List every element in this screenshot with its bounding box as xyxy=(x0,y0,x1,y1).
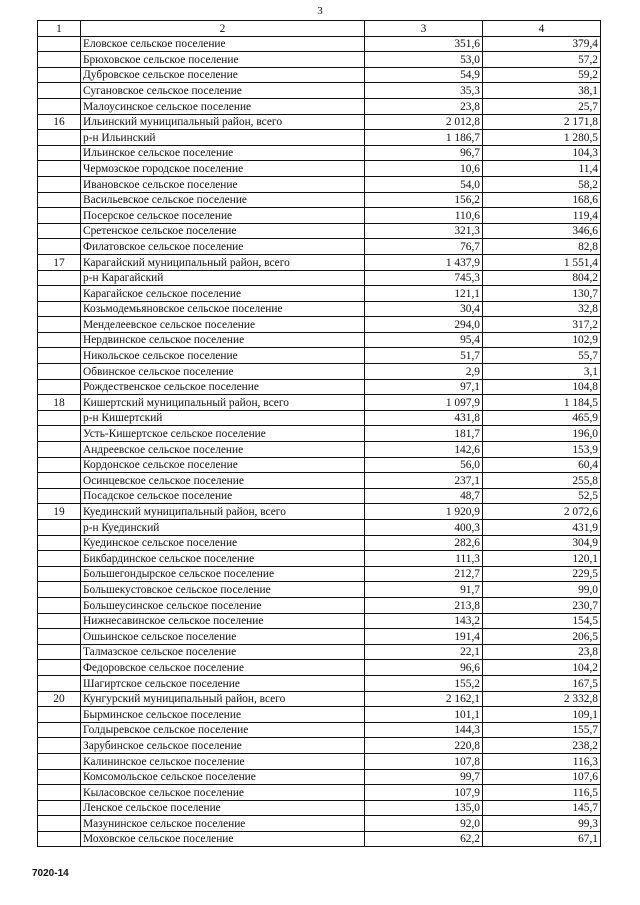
row-value-col3-cell: 220,8 xyxy=(365,738,483,754)
row-value-col3-cell: 1 186,7 xyxy=(365,130,483,146)
row-value-col4-cell: 3,1 xyxy=(483,364,601,380)
row-name-cell: Кордонское сельское поселение xyxy=(81,457,365,473)
row-value-col3-cell: 23,8 xyxy=(365,98,483,114)
row-value-col3-cell: 22,1 xyxy=(365,644,483,660)
row-value-col3-cell: 97,1 xyxy=(365,379,483,395)
page-number: 3 xyxy=(317,5,323,17)
row-name-cell: Голдыревское сельское поселение xyxy=(81,722,365,738)
row-value-col3-cell: 191,4 xyxy=(365,629,483,645)
row-name-cell: Посадское сельское поселение xyxy=(81,488,365,504)
row-number-cell xyxy=(38,317,81,333)
row-value-col4-cell: 55,7 xyxy=(483,348,601,364)
row-number-cell xyxy=(38,582,81,598)
row-value-col3-cell: 142,6 xyxy=(365,442,483,458)
table-row xyxy=(38,707,601,723)
row-number-cell xyxy=(38,176,81,192)
table-row xyxy=(38,426,601,442)
row-value-col4-cell: 104,8 xyxy=(483,379,601,395)
row-number-cell xyxy=(38,223,81,239)
row-value-col3-cell: 400,3 xyxy=(365,520,483,536)
row-number-cell xyxy=(38,52,81,68)
row-value-col3-cell: 745,3 xyxy=(365,270,483,286)
row-number-cell xyxy=(38,597,81,613)
row-value-col3-cell: 212,7 xyxy=(365,566,483,582)
table-body xyxy=(38,21,601,847)
row-value-col4-cell: 104,2 xyxy=(483,660,601,676)
row-name-cell: Шагиртское сельское поселение xyxy=(81,675,365,691)
table-row xyxy=(38,753,601,769)
row-name-cell: Обвинское сельское поселение xyxy=(81,364,365,380)
table-row xyxy=(38,286,601,302)
table-row xyxy=(38,192,601,208)
row-value-col3-cell: 92,0 xyxy=(365,816,483,832)
row-number-cell xyxy=(38,644,81,660)
row-name-cell: Васильевское сельское поселение xyxy=(81,192,365,208)
header-col-3: 3 xyxy=(365,21,483,37)
row-name-cell: Еловское сельское поселение xyxy=(81,36,365,52)
row-value-col4-cell: 196,0 xyxy=(483,426,601,442)
row-number-cell xyxy=(38,36,81,52)
row-name-cell: Бырминское сельское поселение xyxy=(81,707,365,723)
row-value-col4-cell: 38,1 xyxy=(483,83,601,99)
row-value-col3-cell: 1 437,9 xyxy=(365,254,483,270)
row-name-cell: Талмазское сельское поселение xyxy=(81,644,365,660)
row-value-col3-cell: 107,8 xyxy=(365,753,483,769)
row-value-col3-cell: 294,0 xyxy=(365,317,483,333)
row-value-col3-cell: 54,9 xyxy=(365,67,483,83)
row-value-col3-cell: 76,7 xyxy=(365,239,483,255)
row-value-col4-cell: 58,2 xyxy=(483,176,601,192)
table-row xyxy=(38,176,601,192)
row-value-col4-cell: 102,9 xyxy=(483,332,601,348)
row-value-col4-cell: 11,4 xyxy=(483,161,601,177)
row-number-cell xyxy=(38,457,81,473)
table-row xyxy=(38,738,601,754)
row-number-cell xyxy=(38,67,81,83)
table-row xyxy=(38,473,601,489)
table-row xyxy=(38,457,601,473)
row-value-col4-cell: 167,5 xyxy=(483,675,601,691)
row-name-cell: Большегондырское сельское поселение xyxy=(81,566,365,582)
row-name-cell: Рождественское сельское поселение xyxy=(81,379,365,395)
table-row xyxy=(38,800,601,816)
table-row xyxy=(38,644,601,660)
row-value-col3-cell: 51,7 xyxy=(365,348,483,364)
row-value-col4-cell: 153,9 xyxy=(483,442,601,458)
row-value-col3-cell: 181,7 xyxy=(365,426,483,442)
row-number-cell xyxy=(38,707,81,723)
table-row xyxy=(38,239,601,255)
table-row xyxy=(38,130,601,146)
row-number-cell xyxy=(38,551,81,567)
table-row xyxy=(38,36,601,52)
row-name-cell: Кишертский муниципальный район, всего xyxy=(81,395,365,411)
table-row xyxy=(38,254,601,270)
row-number-cell xyxy=(38,535,81,551)
row-value-col4-cell: 229,5 xyxy=(483,566,601,582)
row-number-cell xyxy=(38,410,81,426)
row-value-col4-cell: 465,9 xyxy=(483,410,601,426)
row-value-col4-cell: 1 551,4 xyxy=(483,254,601,270)
row-value-col4-cell: 60,4 xyxy=(483,457,601,473)
table-row xyxy=(38,613,601,629)
row-value-col4-cell: 104,3 xyxy=(483,145,601,161)
row-number-cell xyxy=(38,426,81,442)
row-name-cell: Филатовское сельское поселение xyxy=(81,239,365,255)
header-col-1: 1 xyxy=(38,21,81,37)
row-value-col4-cell: 116,5 xyxy=(483,785,601,801)
table-row xyxy=(38,722,601,738)
row-number-cell xyxy=(38,816,81,832)
row-value-col4-cell: 109,1 xyxy=(483,707,601,723)
row-number-cell xyxy=(38,738,81,754)
row-value-col4-cell: 379,4 xyxy=(483,36,601,52)
row-value-col4-cell: 116,3 xyxy=(483,753,601,769)
row-number-cell: 17 xyxy=(38,254,81,270)
row-number-cell xyxy=(38,379,81,395)
row-name-cell: Зарубинское сельское поселение xyxy=(81,738,365,754)
document-code: 7020-14 xyxy=(32,868,69,879)
table-row xyxy=(38,785,601,801)
row-name-cell: Осинцевское сельское поселение xyxy=(81,473,365,489)
table-row xyxy=(38,629,601,645)
row-number-cell xyxy=(38,332,81,348)
table-row xyxy=(38,379,601,395)
row-number-cell xyxy=(38,364,81,380)
row-name-cell: Большекустовское сельское поселение xyxy=(81,582,365,598)
table-row xyxy=(38,488,601,504)
header-col-2: 2 xyxy=(81,21,365,37)
row-value-col3-cell: 91,7 xyxy=(365,582,483,598)
row-name-cell: Чермозское городское поселение xyxy=(81,161,365,177)
row-value-col3-cell: 56,0 xyxy=(365,457,483,473)
table-row xyxy=(38,535,601,551)
table-row xyxy=(38,831,601,847)
row-number-cell: 16 xyxy=(38,114,81,130)
header-col-4: 4 xyxy=(483,21,601,37)
row-value-col4-cell: 317,2 xyxy=(483,317,601,333)
row-name-cell: Менделеевское сельское поселение xyxy=(81,317,365,333)
row-name-cell: Брюховское сельское поселение xyxy=(81,52,365,68)
row-value-col3-cell: 111,3 xyxy=(365,551,483,567)
row-name-cell: Ленское сельское поселение xyxy=(81,800,365,816)
row-name-cell: Дубровское сельское поселение xyxy=(81,67,365,83)
row-name-cell: Козьмодемьяновское сельское поселение xyxy=(81,301,365,317)
table-row xyxy=(38,675,601,691)
row-name-cell: Усть-Кишертское сельское поселение xyxy=(81,426,365,442)
row-name-cell: Мазунинское сельское поселение xyxy=(81,816,365,832)
row-value-col3-cell: 282,6 xyxy=(365,535,483,551)
row-value-col4-cell: 2 332,8 xyxy=(483,691,601,707)
row-value-col3-cell: 48,7 xyxy=(365,488,483,504)
table-row xyxy=(38,52,601,68)
row-number-cell xyxy=(38,613,81,629)
table-row xyxy=(38,317,601,333)
row-name-cell: Малоусинское сельское поселение xyxy=(81,98,365,114)
table-row xyxy=(38,161,601,177)
row-value-col4-cell: 230,7 xyxy=(483,597,601,613)
row-name-cell: р-н Ильинский xyxy=(81,130,365,146)
table-row xyxy=(38,67,601,83)
row-value-col4-cell: 304,9 xyxy=(483,535,601,551)
table-row xyxy=(38,98,601,114)
row-number-cell xyxy=(38,722,81,738)
row-name-cell: р-н Кишертский xyxy=(81,410,365,426)
row-name-cell: р-н Карагайский xyxy=(81,270,365,286)
row-number-cell xyxy=(38,629,81,645)
row-value-col4-cell: 155,7 xyxy=(483,722,601,738)
row-value-col3-cell: 237,1 xyxy=(365,473,483,489)
row-name-cell: Ошьинское сельское поселение xyxy=(81,629,365,645)
row-name-cell: Куединский муниципальный район, всего xyxy=(81,504,365,520)
budget-table xyxy=(37,20,601,847)
row-name-cell: Моховское сельское поселение xyxy=(81,831,365,847)
table-row xyxy=(38,520,601,536)
row-value-col3-cell: 156,2 xyxy=(365,192,483,208)
row-value-col3-cell: 35,3 xyxy=(365,83,483,99)
row-value-col3-cell: 96,7 xyxy=(365,145,483,161)
row-number-cell xyxy=(38,270,81,286)
row-name-cell: Калининское сельское поселение xyxy=(81,753,365,769)
row-value-col3-cell: 143,2 xyxy=(365,613,483,629)
row-number-cell xyxy=(38,239,81,255)
row-value-col4-cell: 59,2 xyxy=(483,67,601,83)
row-number-cell xyxy=(38,145,81,161)
row-value-col4-cell: 23,8 xyxy=(483,644,601,660)
row-name-cell: Бикбардинское сельское поселение xyxy=(81,551,365,567)
row-name-cell: Ильинский муниципальный район, всего xyxy=(81,114,365,130)
row-name-cell: р-н Куединский xyxy=(81,520,365,536)
row-value-col3-cell: 110,6 xyxy=(365,208,483,224)
row-name-cell: Федоровское сельское поселение xyxy=(81,660,365,676)
row-value-col4-cell: 57,2 xyxy=(483,52,601,68)
row-name-cell: Карагайское сельское поселение xyxy=(81,286,365,302)
row-number-cell xyxy=(38,286,81,302)
row-number-cell xyxy=(38,130,81,146)
row-name-cell: Кыласовское сельское поселение xyxy=(81,785,365,801)
row-number-cell xyxy=(38,520,81,536)
table-row xyxy=(38,691,601,707)
row-number-cell xyxy=(38,800,81,816)
table-header-row xyxy=(38,21,601,37)
row-number-cell xyxy=(38,831,81,847)
row-name-cell: Ильинское сельское поселение xyxy=(81,145,365,161)
table-row xyxy=(38,660,601,676)
row-name-cell: Посерское сельское поселение xyxy=(81,208,365,224)
row-name-cell: Нижнесавинское сельское поселение xyxy=(81,613,365,629)
row-value-col4-cell: 119,4 xyxy=(483,208,601,224)
row-number-cell xyxy=(38,192,81,208)
row-value-col4-cell: 154,5 xyxy=(483,613,601,629)
row-number-cell xyxy=(38,488,81,504)
table-row xyxy=(38,223,601,239)
row-value-col3-cell: 121,1 xyxy=(365,286,483,302)
row-value-col4-cell: 431,9 xyxy=(483,520,601,536)
row-number-cell: 18 xyxy=(38,395,81,411)
row-name-cell: Комсомольское сельское поселение xyxy=(81,769,365,785)
row-name-cell: Большеусинское сельское поселение xyxy=(81,597,365,613)
row-number-cell: 19 xyxy=(38,504,81,520)
row-value-col3-cell: 2 012,8 xyxy=(365,114,483,130)
row-value-col4-cell: 145,7 xyxy=(483,800,601,816)
row-value-col3-cell: 213,8 xyxy=(365,597,483,613)
row-value-col4-cell: 120,1 xyxy=(483,551,601,567)
row-value-col3-cell: 135,0 xyxy=(365,800,483,816)
table-row xyxy=(38,442,601,458)
row-number-cell: 20 xyxy=(38,691,81,707)
row-number-cell xyxy=(38,566,81,582)
row-number-cell xyxy=(38,83,81,99)
row-number-cell xyxy=(38,442,81,458)
row-value-col4-cell: 107,6 xyxy=(483,769,601,785)
row-number-cell xyxy=(38,753,81,769)
row-value-col4-cell: 346,6 xyxy=(483,223,601,239)
row-number-cell xyxy=(38,208,81,224)
row-name-cell: Нердвинское сельское поселение xyxy=(81,332,365,348)
table-row xyxy=(38,332,601,348)
row-value-col4-cell: 52,5 xyxy=(483,488,601,504)
row-value-col4-cell: 1 184,5 xyxy=(483,395,601,411)
row-value-col3-cell: 95,4 xyxy=(365,332,483,348)
row-value-col3-cell: 53,0 xyxy=(365,52,483,68)
table-row xyxy=(38,364,601,380)
row-value-col4-cell: 67,1 xyxy=(483,831,601,847)
table-row xyxy=(38,208,601,224)
table-row xyxy=(38,270,601,286)
row-name-cell: Карагайский муниципальный район, всего xyxy=(81,254,365,270)
row-value-col3-cell: 431,8 xyxy=(365,410,483,426)
table-row xyxy=(38,769,601,785)
table-row xyxy=(38,114,601,130)
table-row xyxy=(38,816,601,832)
row-value-col3-cell: 107,9 xyxy=(365,785,483,801)
row-value-col4-cell: 804,2 xyxy=(483,270,601,286)
row-value-col3-cell: 96,6 xyxy=(365,660,483,676)
row-value-col3-cell: 144,3 xyxy=(365,722,483,738)
row-value-col4-cell: 99,3 xyxy=(483,816,601,832)
row-number-cell xyxy=(38,301,81,317)
row-name-cell: Сугановское сельское поселение xyxy=(81,83,365,99)
row-number-cell xyxy=(38,675,81,691)
row-value-col4-cell: 238,2 xyxy=(483,738,601,754)
row-number-cell xyxy=(38,98,81,114)
table-row xyxy=(38,504,601,520)
row-value-col4-cell: 255,8 xyxy=(483,473,601,489)
row-name-cell: Ивановское сельское поселение xyxy=(81,176,365,192)
row-value-col3-cell: 10,6 xyxy=(365,161,483,177)
table-row xyxy=(38,410,601,426)
row-value-col4-cell: 82,8 xyxy=(483,239,601,255)
row-value-col3-cell: 1 920,9 xyxy=(365,504,483,520)
row-value-col4-cell: 2 072,6 xyxy=(483,504,601,520)
row-name-cell: Андреевское сельское поселение xyxy=(81,442,365,458)
row-number-cell xyxy=(38,769,81,785)
row-number-cell xyxy=(38,161,81,177)
row-value-col4-cell: 2 171,8 xyxy=(483,114,601,130)
table-row xyxy=(38,582,601,598)
row-value-col3-cell: 99,7 xyxy=(365,769,483,785)
row-number-cell xyxy=(38,348,81,364)
row-value-col3-cell: 1 097,9 xyxy=(365,395,483,411)
row-number-cell xyxy=(38,660,81,676)
row-value-col4-cell: 130,7 xyxy=(483,286,601,302)
table-row xyxy=(38,145,601,161)
row-value-col4-cell: 168,6 xyxy=(483,192,601,208)
row-value-col3-cell: 351,6 xyxy=(365,36,483,52)
row-name-cell: Никольское сельское поселение xyxy=(81,348,365,364)
row-value-col3-cell: 62,2 xyxy=(365,831,483,847)
row-value-col4-cell: 1 280,5 xyxy=(483,130,601,146)
table-row xyxy=(38,83,601,99)
row-name-cell: Кунгурский муниципальный район, всего xyxy=(81,691,365,707)
table-row xyxy=(38,551,601,567)
row-value-col3-cell: 2 162,1 xyxy=(365,691,483,707)
table-row xyxy=(38,597,601,613)
row-value-col4-cell: 25,7 xyxy=(483,98,601,114)
table-row xyxy=(38,348,601,364)
row-name-cell: Куединское сельское поселение xyxy=(81,535,365,551)
row-number-cell xyxy=(38,473,81,489)
table-row xyxy=(38,395,601,411)
row-value-col4-cell: 32,8 xyxy=(483,301,601,317)
row-number-cell xyxy=(38,785,81,801)
row-value-col3-cell: 2,9 xyxy=(365,364,483,380)
row-value-col3-cell: 30,4 xyxy=(365,301,483,317)
row-value-col3-cell: 321,3 xyxy=(365,223,483,239)
table-row xyxy=(38,301,601,317)
row-value-col4-cell: 99,0 xyxy=(483,582,601,598)
row-name-cell: Сретенское сельское поселение xyxy=(81,223,365,239)
row-value-col3-cell: 101,1 xyxy=(365,707,483,723)
row-value-col4-cell: 206,5 xyxy=(483,629,601,645)
table-row xyxy=(38,566,601,582)
row-value-col3-cell: 155,2 xyxy=(365,675,483,691)
row-value-col3-cell: 54,0 xyxy=(365,176,483,192)
